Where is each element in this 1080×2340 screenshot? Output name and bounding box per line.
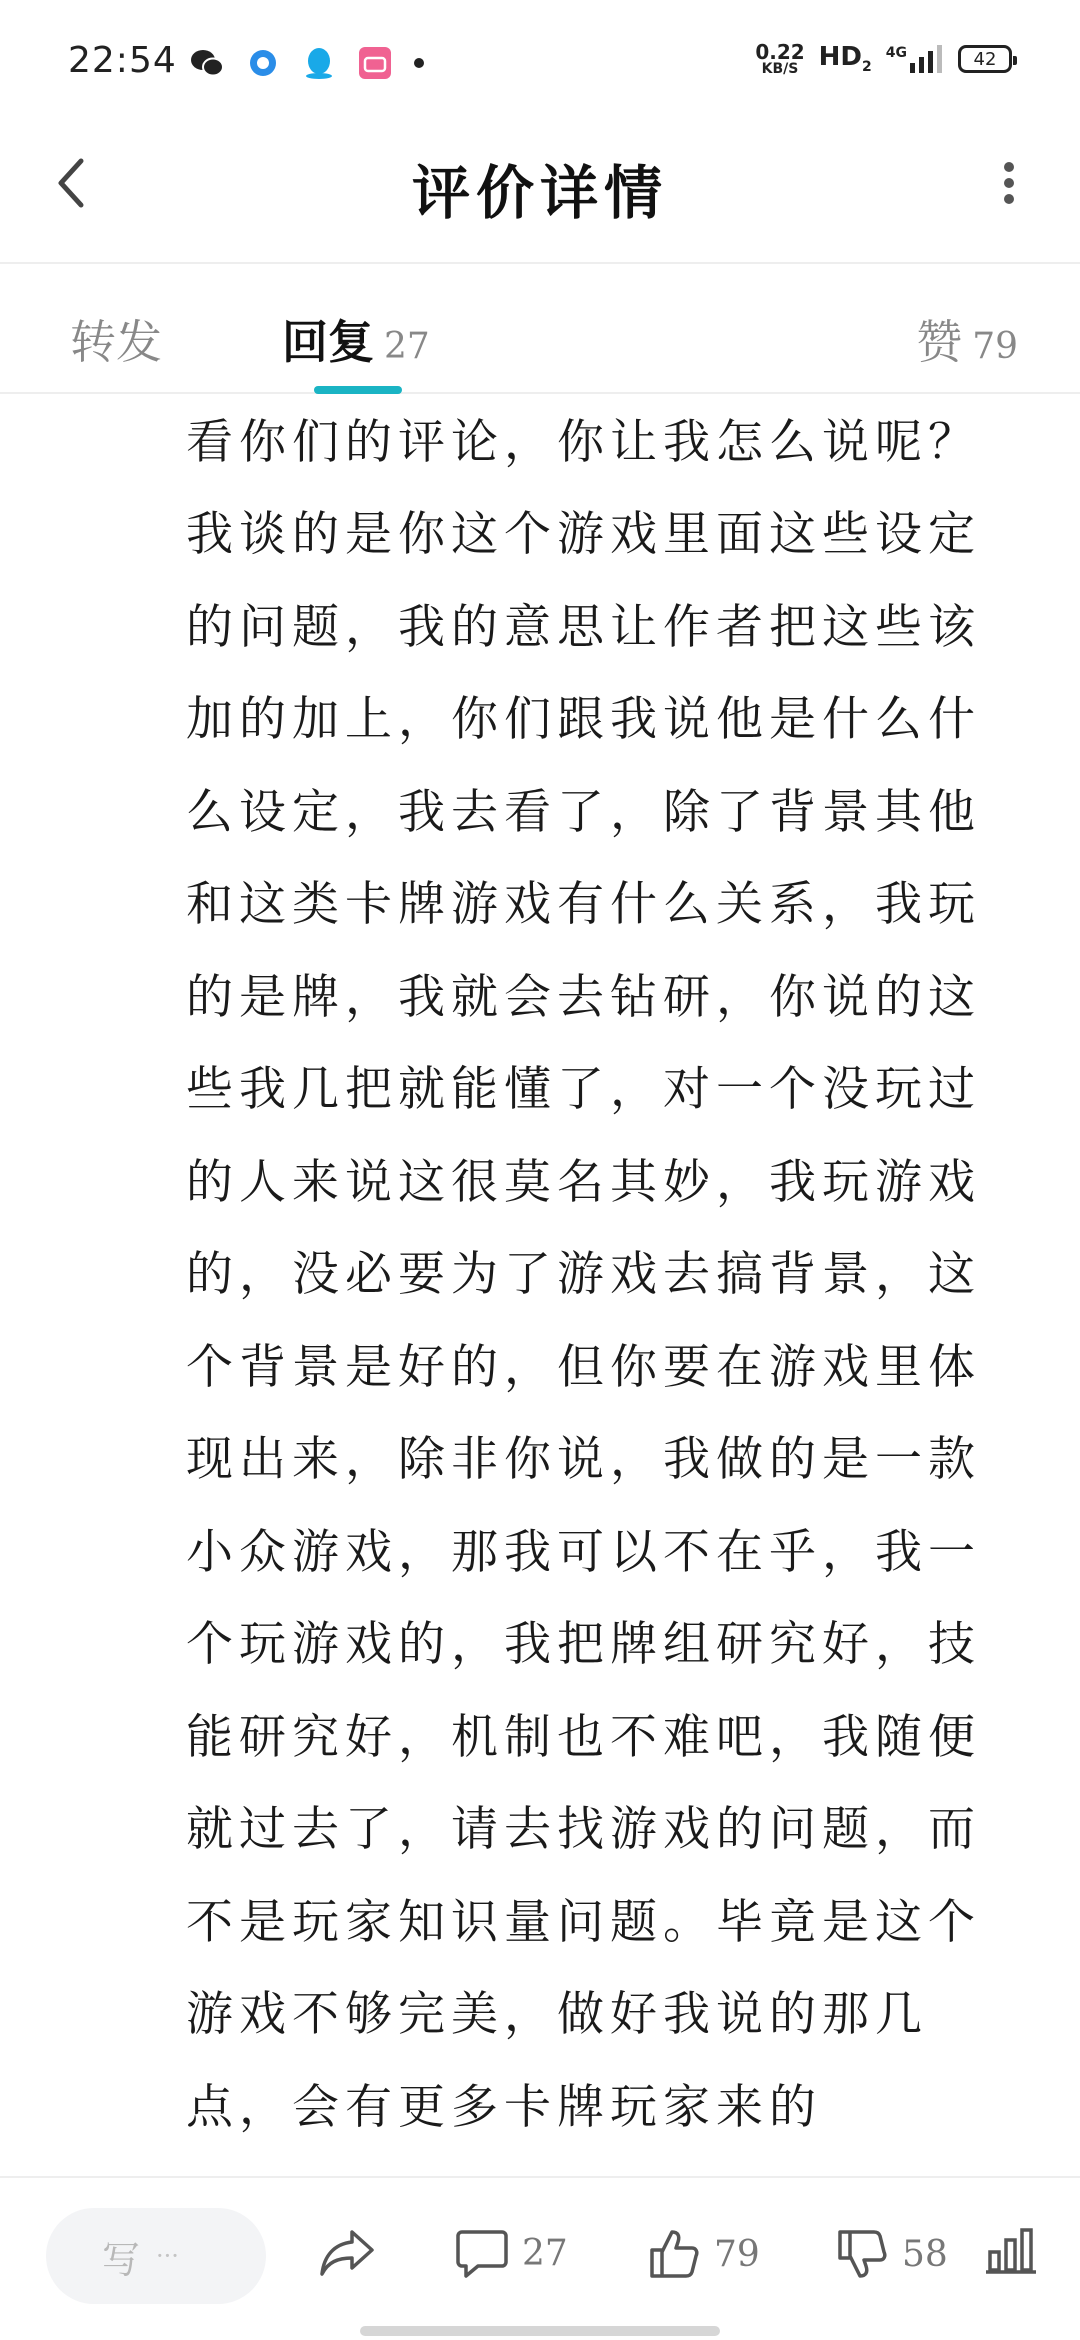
tab-like-count: 79 bbox=[972, 326, 1018, 367]
stats-button[interactable] bbox=[986, 2228, 1036, 2274]
active-tab-indicator bbox=[314, 386, 402, 394]
thumbs-down-icon bbox=[836, 2228, 888, 2280]
net-speed-value: 0.22 bbox=[755, 40, 805, 64]
share-button[interactable] bbox=[318, 2228, 376, 2278]
write-dots: ··· bbox=[156, 2242, 179, 2270]
home-indicator[interactable] bbox=[360, 2326, 720, 2336]
bottom-action-bar bbox=[0, 2176, 1080, 2340]
tab-forward-label: 转发 bbox=[70, 315, 162, 369]
tab-reply-label: 回复 bbox=[282, 315, 374, 369]
review-text: 看你们的评论，你让我怎么说呢？我谈的是你这个游戏里面这些设定的问题，我的意思让作者把这些该加的加上，你们跟我说他是什么什么设定，我去看了，除了背景其他和这类卡牌游戏有什么关系，我玩的是牌，我就会去钻研，你说的这些我几把就能懂了，对一个没玩过的人来说这很莫名其妙，我玩游戏的，没必要为了游戏去搞背景，这个背景是好的，但你要在游戏里体现出来，除非你说，我做的是一款小众游戏，那我可以不在乎，我一个玩游戏的，我把牌组研究好，技能研究好，机制也不难吧，我随便就过去了，请去找游戏的问题，而不是玩家知识量问题。毕竟是这个游戏不够完美，做好我说的那几点，会有更多卡牌玩家来的 bbox=[186, 414, 981, 2135]
bilibili-icon bbox=[358, 46, 392, 80]
network-label: 4G bbox=[885, 45, 907, 61]
status-time: 22:54 bbox=[68, 40, 177, 81]
comment-button[interactable] bbox=[456, 2228, 568, 2278]
tab-reply[interactable] bbox=[282, 306, 430, 372]
tab-like-label: 赞 bbox=[916, 315, 963, 369]
bar-chart-icon bbox=[986, 2228, 1036, 2274]
signal-icon bbox=[886, 45, 944, 73]
hd-text: HD bbox=[818, 42, 863, 73]
tab-like[interactable] bbox=[916, 306, 1018, 372]
comment-count: 27 bbox=[522, 2232, 568, 2274]
write-comment-input[interactable] bbox=[46, 2208, 266, 2304]
share-icon bbox=[318, 2228, 376, 2278]
thumbs-up-icon bbox=[648, 2228, 700, 2280]
hd-label bbox=[819, 42, 872, 75]
dislike-button[interactable] bbox=[836, 2228, 948, 2280]
tab-forward[interactable] bbox=[70, 306, 162, 372]
notification-icons bbox=[190, 46, 424, 80]
review-content bbox=[186, 396, 1006, 2176]
write-placeholder: 写 bbox=[102, 2237, 141, 2282]
dislike-count: 58 bbox=[902, 2233, 948, 2275]
like-button[interactable] bbox=[648, 2228, 760, 2280]
net-speed bbox=[755, 42, 804, 76]
header bbox=[0, 110, 1080, 264]
tab-bar bbox=[0, 266, 1080, 394]
system-status bbox=[755, 42, 1012, 76]
net-speed-unit: KB/S bbox=[761, 61, 799, 77]
like-count: 79 bbox=[714, 2233, 760, 2275]
more-button[interactable] bbox=[974, 148, 1044, 218]
browser-icon bbox=[246, 46, 280, 80]
more-notifications-dot bbox=[414, 58, 424, 68]
status-bar bbox=[0, 0, 1080, 110]
wechat-icon bbox=[190, 46, 224, 80]
hd-sub: 2 bbox=[862, 59, 872, 76]
page-title: 评价详情 bbox=[411, 159, 668, 227]
comment-icon bbox=[456, 2228, 508, 2278]
more-vertical-icon bbox=[1002, 161, 1016, 205]
battery-icon: 42 bbox=[958, 45, 1012, 73]
qq-icon bbox=[302, 46, 336, 80]
tab-reply-count: 27 bbox=[384, 326, 430, 367]
